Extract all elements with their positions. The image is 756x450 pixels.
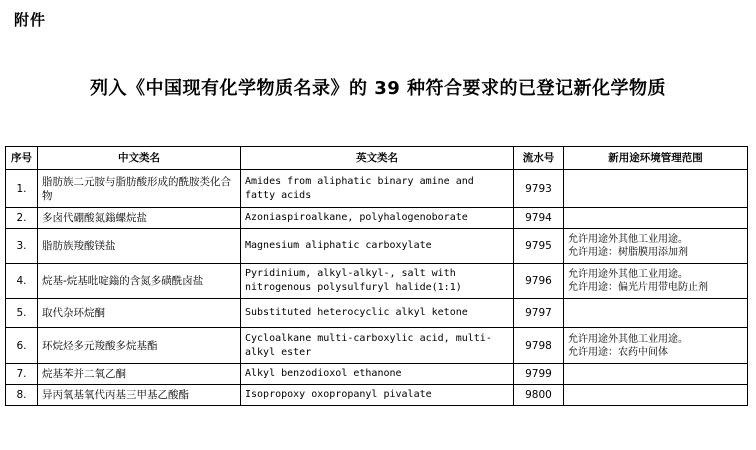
substance-table xyxy=(5,146,748,406)
cell-no: 8. xyxy=(6,385,38,406)
cell-no: 1. xyxy=(6,170,38,208)
cell-no: 7. xyxy=(6,364,38,385)
col-header-no: 序号 xyxy=(6,147,38,170)
scope-line-2: 允许用途：偏光片用带电防止剂 xyxy=(568,282,708,293)
cell-serial: 9796 xyxy=(514,264,564,299)
table-row xyxy=(6,299,748,328)
scope-line-1: 允许用途外其他工业用途。 xyxy=(568,234,688,245)
cell-cn-name: 取代杂环烷酮 xyxy=(38,299,241,328)
col-header-scope: 新用途环境管理范围 xyxy=(564,147,748,170)
cell-no: 3. xyxy=(6,229,38,264)
cell-scope xyxy=(564,264,748,299)
cell-cn-name: 环烷烃多元羧酸多烷基酯 xyxy=(38,328,241,364)
cell-cn-name: 脂肪族二元胺与脂肪酸形成的酰胺类化合物 xyxy=(38,170,241,208)
cell-en-name: Amides from aliphatic binary amine and fatty acids xyxy=(241,170,514,208)
attachment-label: 附件 xyxy=(14,11,47,29)
cell-cn-name: 烷基-烷基吡啶鎓的含氮多磺酰卤盐 xyxy=(38,264,241,299)
cell-serial: 9800 xyxy=(514,385,564,406)
cell-cn-name: 脂肪族羧酸镁盐 xyxy=(38,229,241,264)
table-row xyxy=(6,170,748,208)
cell-cn-name: 异丙氧基氧代丙基三甲基乙酸酯 xyxy=(38,385,241,406)
cell-scope xyxy=(564,170,748,208)
col-header-en: 英文类名 xyxy=(241,147,514,170)
table-row xyxy=(6,264,748,299)
scope-line-2: 允许用途：农药中间体 xyxy=(568,346,668,358)
cell-en-name: Azoniaspiroalkane, polyhalogenoborate xyxy=(241,208,514,229)
cell-cn-name: 多卤代硼酸氮鎓螺烷盐 xyxy=(38,208,241,229)
col-header-cn: 中文类名 xyxy=(38,147,241,170)
cell-serial: 9799 xyxy=(514,364,564,385)
cell-en-name: Magnesium aliphatic carboxylate xyxy=(241,229,514,264)
cell-serial: 9794 xyxy=(514,208,564,229)
cell-scope xyxy=(564,299,748,328)
cell-serial: 9795 xyxy=(514,229,564,264)
cell-no: 2. xyxy=(6,208,38,229)
cell-scope xyxy=(564,328,748,364)
cell-no: 4. xyxy=(6,264,38,299)
scope-line-1: 允许用途外其他工业用途。 xyxy=(568,269,688,280)
scope-line-1: 允许用途外其他工业用途。 xyxy=(568,333,688,345)
document-title: 列入《中国现有化学物质名录》的 39 种符合要求的已登记新化学物质 xyxy=(89,78,667,99)
cell-en-name: Alkyl benzodioxol ethanone xyxy=(241,364,514,385)
cell-scope xyxy=(564,364,748,385)
cell-serial: 9797 xyxy=(514,299,564,328)
cell-en-name: Pyridinium, alkyl-alkyl-, salt with nitrogenous polysulfuryl halide(1:1) xyxy=(241,264,514,299)
table-row xyxy=(6,385,748,406)
cell-no: 5. xyxy=(6,299,38,328)
cell-en-name: Cycloalkane multi-carboxylic acid, multi-alkyl ester xyxy=(241,328,514,364)
cell-scope xyxy=(564,385,748,406)
table-row xyxy=(6,364,748,385)
scope-line-2: 允许用途：树脂膜用添加剂 xyxy=(568,247,688,258)
col-header-serial: 流水号 xyxy=(514,147,564,170)
cell-en-name: Isopropoxy oxopropanyl pivalate xyxy=(241,385,514,406)
cell-scope xyxy=(564,208,748,229)
table-row xyxy=(6,328,748,364)
cell-scope xyxy=(564,229,748,264)
cell-serial: 9793 xyxy=(514,170,564,208)
table-header-row xyxy=(6,147,748,170)
cell-cn-name: 烷基苯并二氧乙酮 xyxy=(38,364,241,385)
cell-no: 6. xyxy=(6,328,38,364)
table-row xyxy=(6,208,748,229)
cell-en-name: Substituted heterocyclic alkyl ketone xyxy=(241,299,514,328)
table-row xyxy=(6,229,748,264)
cell-serial: 9798 xyxy=(514,328,564,364)
